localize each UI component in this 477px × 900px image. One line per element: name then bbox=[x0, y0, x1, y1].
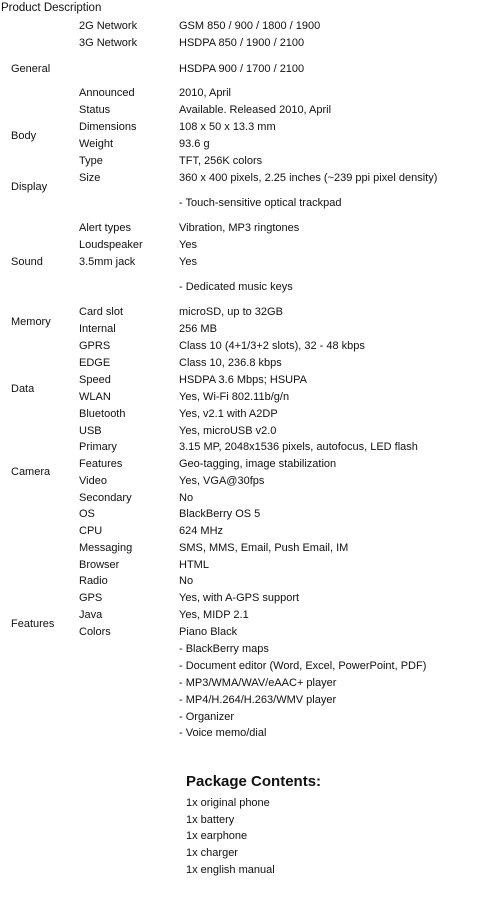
spec-value: Available. Released 2010, April bbox=[179, 104, 332, 116]
spec-value: Yes, with A-GPS support bbox=[179, 592, 300, 604]
spec-key: Loudspeaker bbox=[79, 239, 143, 251]
spec-value: Class 10 (4+1/3+2 slots), 32 - 48 kbps bbox=[179, 340, 365, 352]
spec-key: Bluetooth bbox=[79, 408, 126, 420]
spec-value: HTML bbox=[179, 559, 209, 571]
spec-value: 93.6 g bbox=[179, 138, 210, 150]
section-label-data: Data bbox=[11, 383, 35, 395]
spec-key: Weight bbox=[79, 138, 114, 150]
spec-value: BlackBerry OS 5 bbox=[179, 508, 261, 520]
spec-value: - Touch-sensitive optical trackpad bbox=[179, 197, 342, 209]
spec-value: Yes, Wi-Fi 802.11b/g/n bbox=[179, 391, 290, 403]
spec-value: - BlackBerry maps bbox=[179, 643, 269, 655]
spec-key: Primary bbox=[79, 441, 117, 453]
spec-value: HSDPA 850 / 1900 / 2100 bbox=[179, 37, 305, 49]
spec-key: Size bbox=[79, 172, 101, 184]
spec-value: 256 MB bbox=[179, 323, 217, 335]
spec-key: Alert types bbox=[79, 222, 131, 234]
spec-value: - Document editor (Word, Excel, PowerPoint, PDF) bbox=[179, 660, 427, 672]
spec-key: Status bbox=[79, 104, 111, 116]
spec-value: 2010, April bbox=[179, 87, 231, 99]
spec-value: microSD, up to 32GB bbox=[179, 306, 283, 318]
spec-key: Card slot bbox=[79, 306, 124, 318]
spec-key: Java bbox=[79, 609, 103, 621]
spec-key: Dimensions bbox=[79, 121, 137, 133]
spec-value: Yes, v2.1 with A2DP bbox=[179, 408, 278, 420]
spec-value: - Voice memo/dial bbox=[179, 727, 267, 739]
spec-value: - MP4/H.264/H.263/WMV player bbox=[179, 694, 337, 706]
spec-key: USB bbox=[79, 425, 102, 437]
spec-key: 2G Network bbox=[79, 20, 138, 32]
spec-key: GPRS bbox=[79, 340, 111, 352]
package-item: 1x battery bbox=[186, 814, 235, 826]
spec-value: No bbox=[179, 575, 194, 587]
package-item: 1x earphone bbox=[186, 830, 248, 842]
spec-key: 3G Network bbox=[79, 37, 138, 49]
spec-value: - Organizer bbox=[179, 711, 235, 723]
spec-key: Browser bbox=[79, 559, 120, 571]
spec-value: Yes, VGA@30fps bbox=[179, 475, 265, 487]
spec-value: Yes, MIDP 2.1 bbox=[179, 609, 249, 621]
spec-key: GPS bbox=[79, 592, 103, 604]
spec-value: Yes bbox=[179, 256, 197, 268]
spec-key: CPU bbox=[79, 525, 103, 537]
spec-value: Yes bbox=[179, 239, 197, 251]
spec-value: 3.15 MP, 2048x1536 pixels, autofocus, LED flash bbox=[179, 441, 418, 453]
spec-value: Geo-tagging, image stabilization bbox=[179, 458, 337, 470]
spec-value: SMS, MMS, Email, Push Email, IM bbox=[179, 542, 349, 554]
spec-key: EDGE bbox=[79, 357, 111, 369]
section-label-features: Features bbox=[11, 618, 55, 630]
section-label-camera: Camera bbox=[11, 466, 51, 478]
spec-key: WLAN bbox=[79, 391, 111, 403]
spec-value: GSM 850 / 900 / 1800 / 1900 bbox=[179, 20, 321, 32]
section-label-memory: Memory bbox=[11, 316, 51, 328]
spec-key: Announced bbox=[79, 87, 135, 99]
spec-value: 624 MHz bbox=[179, 525, 224, 537]
package-item: 1x charger bbox=[186, 847, 238, 859]
section-label-general: General bbox=[11, 63, 51, 75]
section-label-body: Body bbox=[11, 130, 37, 142]
spec-key: Speed bbox=[79, 374, 111, 386]
spec-key: 3.5mm jack bbox=[79, 256, 136, 268]
spec-key: OS bbox=[79, 508, 95, 520]
section-label-display: Display bbox=[11, 181, 48, 193]
spec-key: Video bbox=[79, 475, 107, 487]
spec-value: Yes, microUSB v2.0 bbox=[179, 425, 277, 437]
spec-key: Type bbox=[79, 155, 103, 167]
package-item: 1x original phone bbox=[186, 797, 270, 809]
spec-value: Piano Black bbox=[179, 626, 238, 638]
spec-key: Radio bbox=[79, 575, 108, 587]
spec-key: Features bbox=[79, 458, 123, 470]
spec-value: No bbox=[179, 492, 194, 504]
section-label-sound: Sound bbox=[11, 256, 43, 268]
spec-value: Class 10, 236.8 kbps bbox=[179, 357, 282, 369]
spec-value: 360 x 400 pixels, 2.25 inches (~239 ppi pixel density) bbox=[179, 172, 438, 184]
page-title: Product Description bbox=[1, 2, 102, 14]
spec-value: HSDPA 3.6 Mbps; HSUPA bbox=[179, 374, 307, 386]
spec-value: 108 x 50 x 13.3 mm bbox=[179, 121, 276, 133]
spec-key: Internal bbox=[79, 323, 116, 335]
package-item: 1x english manual bbox=[186, 864, 275, 876]
spec-key: Secondary bbox=[79, 492, 132, 504]
spec-key: Messaging bbox=[79, 542, 133, 554]
spec-value: Vibration, MP3 ringtones bbox=[179, 222, 300, 234]
spec-value: HSDPA 900 / 1700 / 2100 bbox=[179, 63, 305, 75]
package-contents-title: Package Contents: bbox=[186, 773, 322, 790]
spec-key: Colors bbox=[79, 626, 111, 638]
spec-value: - Dedicated music keys bbox=[179, 281, 293, 293]
spec-value: TFT, 256K colors bbox=[179, 155, 263, 167]
spec-value: - MP3/WMA/WAV/eAAC+ player bbox=[179, 677, 337, 689]
